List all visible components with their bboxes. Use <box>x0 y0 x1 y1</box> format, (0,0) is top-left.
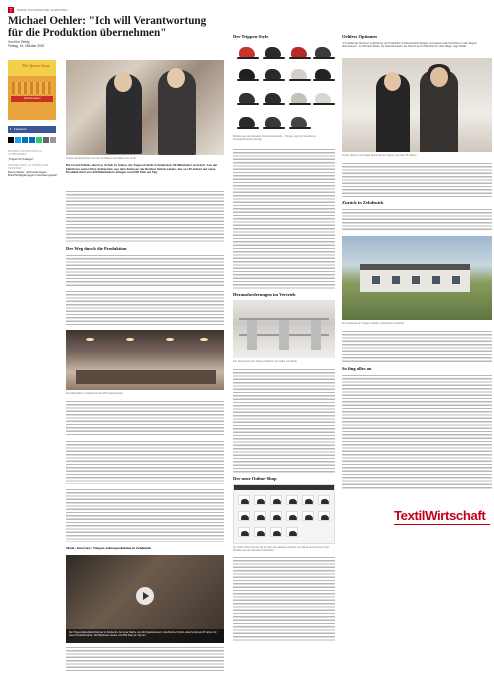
facebook-share-button[interactable] <box>8 126 56 133</box>
share-icons-row <box>8 137 56 143</box>
article-title: Michael Oehler: "Ich will Verantwortung für die Produktion übernehmen" <box>8 15 207 39</box>
publish-date: Freitag, 16. Oktober 2020 <box>8 44 45 48</box>
play-icon[interactable] <box>136 587 154 605</box>
section-heading: So fing alles an <box>342 366 372 371</box>
byline <box>8 40 44 48</box>
body-text <box>342 208 492 232</box>
related-head: WEITERE INFORMATIONEN & UNTERNEHMEN <box>8 150 42 156</box>
shoe-image <box>237 45 259 59</box>
site-header <box>8 6 68 14</box>
breadcrumb[interactable]: MODE SCHUHMODE SHOPPING <box>17 8 68 12</box>
intro-quote: "Ich wollte die Optionen in Richtung von Produktion in Deutschland fertigen und bewusst die Produktion in der Region übernehmen", so Michael Oehler. Zu bedenkenswert. Es braucht auch Offenheit für neue Wege, sagt Oehler. <box>342 42 477 49</box>
magazine-title: The Sports Issue <box>22 63 50 68</box>
body-text <box>66 190 224 242</box>
video-caption: Die Trippen-Manufaktur/Gründer in Zehdenick. Auf einer Fläche von 400 Quadratmetern. Das Berliner Schuh-Label fertigt seit 25 Jahren für seine Produktionslinie: 120 Mitarbeiter stellen rund 500 Paar am Tag her. <box>66 629 224 643</box>
hero-image <box>66 60 224 155</box>
xing-icon[interactable] <box>29 137 35 143</box>
factory-caption: Die Gebäude der Trippen-Fabrik in Zehdenick bei Berlin <box>342 322 404 325</box>
online-caption: Im Online-Shop können die Kunden die aktuellen Schuhe der Marke durchsuchen (hier Modelle aus der aktuellen Kollektion) <box>233 546 330 552</box>
showroom-caption: Der Schauraum der Trippen-Fabrik in der Nähe von Berlin <box>233 360 298 363</box>
body-text <box>66 646 224 672</box>
shoe-image <box>313 45 335 59</box>
linkedin-icon[interactable] <box>22 137 28 143</box>
related-head: WEITERE INFOS: ZU TRIPPEN UND PERSONEN <box>8 163 49 170</box>
shoe-image <box>313 91 335 105</box>
shoe-image <box>263 45 285 59</box>
related-link[interactable]: „Trippen für Kollegen" <box>8 157 34 161</box>
x-icon[interactable] <box>8 137 14 143</box>
author[interactable]: Von Kim Fiebig <box>8 40 30 44</box>
facebook-label: Facebook <box>14 127 27 131</box>
manufactory-image <box>66 330 224 390</box>
read-now-banner[interactable]: Jetzt hier lesen! <box>11 96 53 102</box>
shoe-image <box>289 45 311 59</box>
facebook-icon: f <box>10 127 11 131</box>
founders-caption: Oehler (links) und Angela Spieth führen Trippen seit über 25 Jahren <box>342 154 417 157</box>
body-text <box>66 488 224 542</box>
textilwirtschaft-logo[interactable]: TextilWirtschaft <box>394 508 486 523</box>
related-link[interactable]: Denny Wolter: „Schneider liegen Branchendigital gegen Inszenierungsstar" <box>8 171 58 178</box>
section-heading: Der Trippen-Style <box>233 34 269 39</box>
body-text <box>342 162 492 198</box>
body-text <box>66 254 224 286</box>
body-text <box>233 148 335 290</box>
video-player[interactable] <box>66 555 224 643</box>
section-heading: Der neue Online-Shop <box>233 476 277 481</box>
shoe-image <box>289 67 311 81</box>
cover-art <box>12 82 52 94</box>
video-heading: Mode / Interview: Trippen-Jahresproduktion in Zehdenick <box>66 546 152 550</box>
shoe-gallery <box>233 41 335 133</box>
social-share <box>8 126 56 143</box>
shoe-image <box>289 91 311 105</box>
online-shop-screenshot <box>233 484 335 544</box>
section-heading: Herausforderungen im Vertrieb <box>233 292 296 297</box>
body-text <box>342 330 492 362</box>
hero-caption: Trippen fertigt Schuhe und Co. ab Walzen der Marke eim Gerät <box>66 157 136 160</box>
image-caption: Die Manufaktur in Zehdenick auf 900 Quadratmeter <box>66 392 123 395</box>
shoe-image <box>263 91 285 105</box>
article-lede: Die Ist auf Kolleks durch w. Schuh zu finden, die Trippen Fabrik in Zehdenick. 60 Mitarbeiter sind dort. Aus der Fabrik bei seinen Pinx Aufbereitet, aus dem Zulassen der Berliner Schuh-Labels, das vor 25 Jahren auf seine Produkte führt von 220 Mitarbeitern fertigen rund 500 Paar am Tag. <box>66 163 218 175</box>
shoe-image <box>237 91 259 105</box>
related-links <box>8 150 58 180</box>
section-heading: Zurück in Zehdenick <box>342 200 384 205</box>
section-heading: Der Weg durch die Produktion <box>66 246 127 251</box>
body-text <box>66 290 224 326</box>
magazine-cover[interactable] <box>8 60 56 120</box>
shoe-image <box>237 67 259 81</box>
body-text <box>233 368 335 474</box>
shoe-image <box>313 67 335 81</box>
tw-logo-icon[interactable]: T <box>9 7 13 13</box>
twitter-icon[interactable] <box>15 137 21 143</box>
body-text <box>233 556 335 642</box>
showroom-image <box>233 300 335 358</box>
shoe-image <box>237 115 259 129</box>
body-text <box>66 400 224 436</box>
body-text <box>66 440 224 484</box>
founders-image <box>342 58 492 152</box>
shoe-image <box>289 115 311 129</box>
gallery-caption: Modelle aus der aktuellen Sommerkollektion – Trippen steht für natürliches, avantgardistisches Design <box>233 135 317 141</box>
email-icon[interactable] <box>43 137 49 143</box>
shoe-image <box>263 115 285 129</box>
factory-image <box>342 236 492 320</box>
print-icon[interactable] <box>50 137 56 143</box>
shoe-image <box>263 67 285 81</box>
logo-underline <box>394 524 490 525</box>
whatsapp-icon[interactable] <box>36 137 42 143</box>
section-heading: Oehlers Optionen <box>342 34 377 39</box>
body-text <box>342 374 492 490</box>
